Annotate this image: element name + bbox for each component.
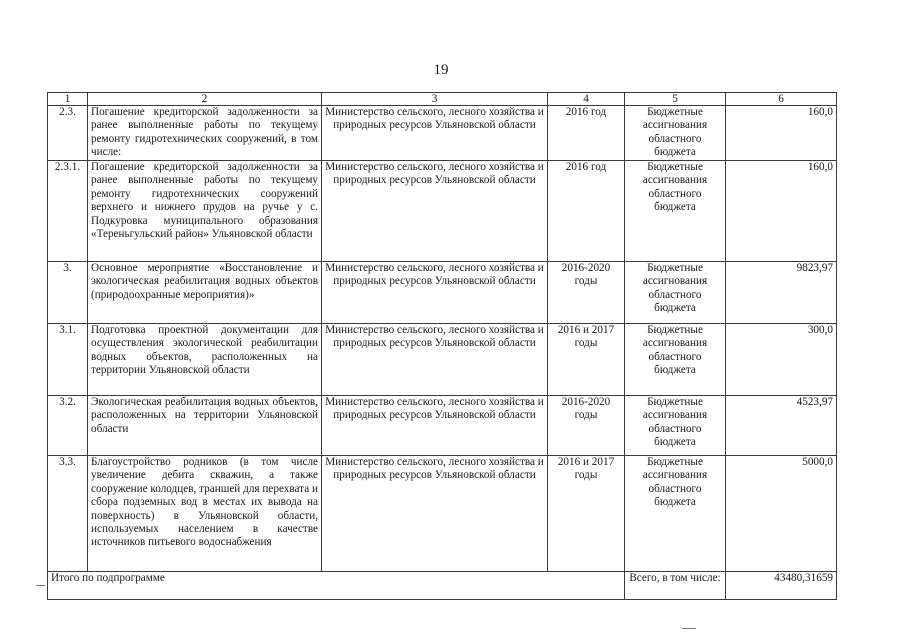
responsible-executor: Министерство сельского, лесного хозяйства и природных ресурсов Ульяновской области xyxy=(322,161,548,262)
row-number: 2.3. xyxy=(48,106,88,161)
scan-mark xyxy=(682,628,696,629)
total-label: Итого по подпрограмме xyxy=(48,572,625,600)
total-amount: 43480,31659 xyxy=(726,572,837,600)
funding-amount: 300,0 xyxy=(726,324,837,396)
activity-name: Погашение кредиторской задолженности за ранее выполненные работы по текущему ремонту гидротехнических сооружений верхнего и нижнего прудов на ручье у с. Подкуровка муниципального образования «Тереньгульский район» Ульяновской области xyxy=(88,161,322,262)
column-header: 6 xyxy=(726,93,837,106)
funding-amount: 4523,97 xyxy=(726,396,837,456)
table-row xyxy=(48,262,837,324)
funding-source: Бюджетные ассигнования областного бюджета xyxy=(625,396,726,456)
implementation-period: 2016 и 2017 годы xyxy=(548,324,625,396)
funding-amount: 9823,97 xyxy=(726,262,837,324)
row-number: 3.2. xyxy=(48,396,88,456)
activity-name: Основное мероприятие «Восстановление и экологическая реабилитация водных объектов (природоохранные мероприятия)» xyxy=(88,262,322,324)
table-row xyxy=(48,324,837,396)
table-header-row xyxy=(48,93,837,106)
table-row xyxy=(48,106,837,161)
funding-source: Бюджетные ассигнования областного бюджета xyxy=(625,161,726,262)
total-row xyxy=(48,572,837,600)
responsible-executor: Министерство сельского, лесного хозяйства и природных ресурсов Ульяновской области xyxy=(322,396,548,456)
column-header: 4 xyxy=(548,93,625,106)
implementation-period: 2016 год xyxy=(548,161,625,262)
funding-amount: 5000,0 xyxy=(726,456,837,572)
funding-amount: 160,0 xyxy=(726,106,837,161)
responsible-executor: Министерство сельского, лесного хозяйства и природных ресурсов Ульяновской области xyxy=(322,456,548,572)
column-header: 1 xyxy=(48,93,88,106)
funding-source: Бюджетные ассигнования областного бюджета xyxy=(625,324,726,396)
table-row xyxy=(48,396,837,456)
funding-source: Бюджетные ассигнования областного бюджета xyxy=(625,456,726,572)
row-number: 3.3. xyxy=(48,456,88,572)
column-header: 5 xyxy=(625,93,726,106)
activity-name: Экологическая реабилитация водных объектов, расположенных на территории Ульяновской области xyxy=(88,396,322,456)
scan-mark xyxy=(36,585,45,586)
responsible-executor: Министерство сельского, лесного хозяйства и природных ресурсов Ульяновской области xyxy=(322,262,548,324)
activity-name: Погашение кредиторской задолженности за ранее выполненные работы по текущему ремонту гидротехнических сооружений, в том числе: xyxy=(88,106,322,161)
responsible-executor: Министерство сельского, лесного хозяйства и природных ресурсов Ульяновской области xyxy=(322,324,548,396)
total-prefix: Всего, в том числе: xyxy=(625,572,726,600)
responsible-executor: Министерство сельского, лесного хозяйства и природных ресурсов Ульяновской области xyxy=(322,106,548,161)
row-number: 3.1. xyxy=(48,324,88,396)
funding-amount: 160,0 xyxy=(726,161,837,262)
row-number: 3. xyxy=(48,262,88,324)
table-row xyxy=(48,161,837,262)
subprogram-budget-table xyxy=(47,92,837,600)
implementation-period: 2016 и 2017 годы xyxy=(548,456,625,572)
implementation-period: 2016-2020 годы xyxy=(548,262,625,324)
activity-name: Подготовка проектной документации для осуществления экологической реабилитации водных объектов, расположенных на территории Ульяновской области xyxy=(88,324,322,396)
column-header: 3 xyxy=(322,93,548,106)
implementation-period: 2016-2020 годы xyxy=(548,396,625,456)
funding-source: Бюджетные ассигнования областного бюджета xyxy=(625,262,726,324)
page-number: 19 xyxy=(433,62,449,78)
table-row xyxy=(48,456,837,572)
row-number: 2.3.1. xyxy=(48,161,88,262)
funding-source: Бюджетные ассигнования областного бюджета xyxy=(625,106,726,161)
implementation-period: 2016 год xyxy=(548,106,625,161)
activity-name: Благоустройство родников (в том числе увеличение дебита скважин, а также сооружение колодцев, траншей для перехвата и сбора подземных вод в местах их вывода на поверхность) в Ульяновской области, используемых населением в качестве источников питьевого водоснабжения xyxy=(88,456,322,572)
column-header: 2 xyxy=(88,93,322,106)
